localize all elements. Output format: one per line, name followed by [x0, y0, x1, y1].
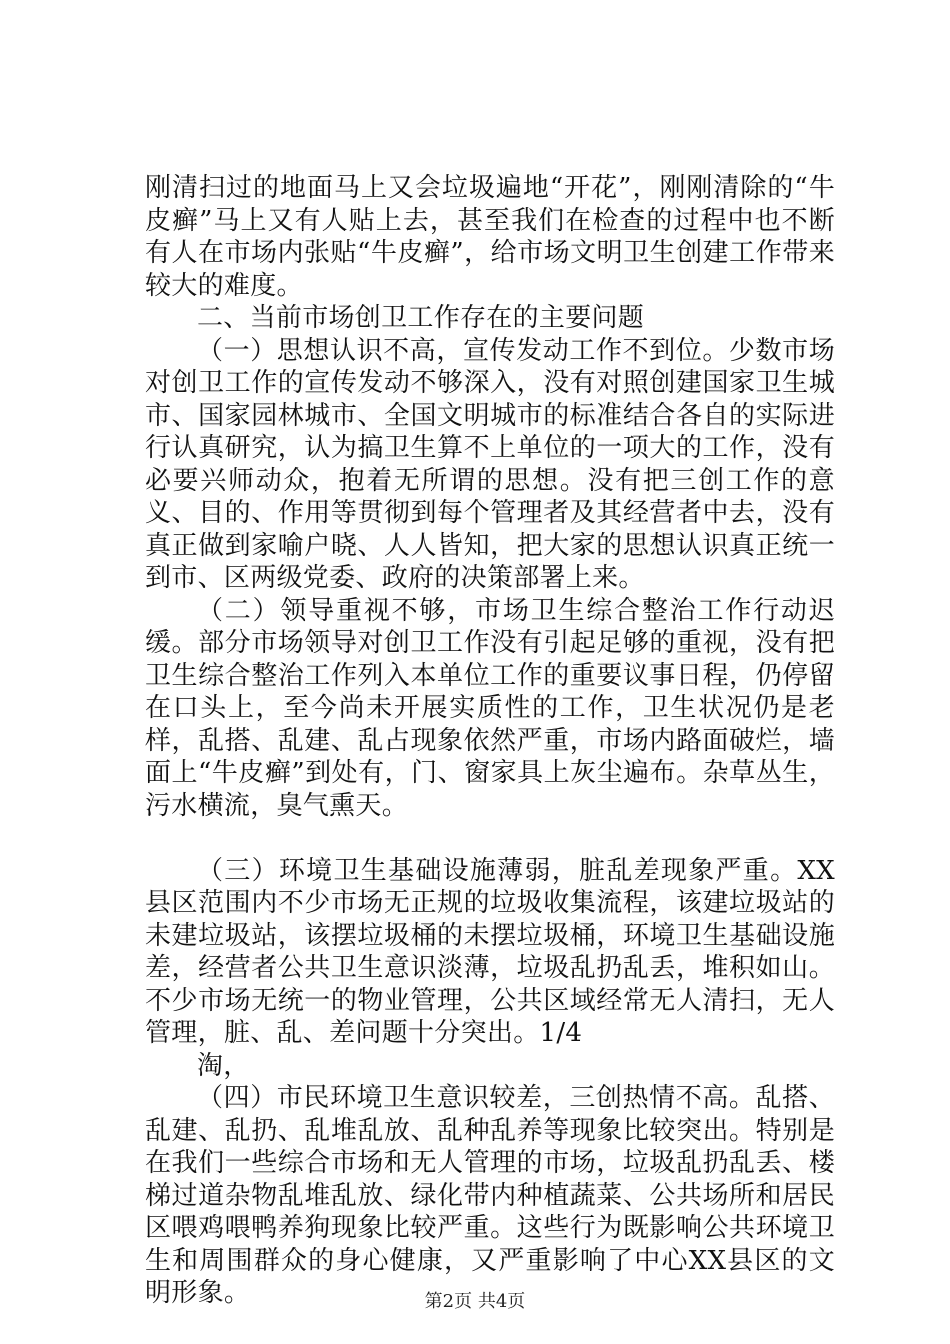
- page-footer: 第2页 共4页: [424, 1291, 526, 1312]
- paragraph-item-3: （三）环境卫生基础设施薄弱，脏乱差现象严重。XX县区范围内不少市场无正规的垃圾收集流程，该建垃圾站的未建垃圾站，该摆垃圾桶的未摆垃圾桶，环境卫生基础设施差，经营者公共卫生意识淡薄，垃圾乱扔乱丢，堆积如山。不少市场无统一的物业管理，公共区域经常无人清扫，无人管理，脏、乱、差问题十分突出。1/4: [145, 855, 835, 1048]
- blank-line: [145, 822, 835, 855]
- paragraph-continuation: 刚清扫过的地面马上又会垃圾遍地“开花”，刚刚清除的“牛皮癣”马上又有人贴上去，甚至我们在检查的过程中也不断有人在市场内张贴“牛皮癣”，给市场文明卫生创建工作带来较大的难度。: [145, 173, 835, 301]
- stray-text-line: 淘，: [197, 1050, 250, 1081]
- paragraph-item-4: （四）市民环境卫生意识较差，三创热情不高。乱搭、乱建、乱扔、乱堆乱放、乱种乱养等现象比较突出。特别是在我们一些综合市场和无人管理的市场，垃圾乱扔乱丢、楼梯过道杂物乱堆乱放、绿化带内种植蔬菜、公共场所和居民区喂鸡喂鸭养狗现象比较严重。这些行为既影响公共环境卫生和周围群众的身心健康，又严重影响了中心XX县区的文明形象。: [145, 1083, 835, 1308]
- paragraph-item-2: （二）领导重视不够，市场卫生综合整治工作行动迟缓。部分市场领导对创卫工作没有引起足够的重视，没有把卫生综合整治工作列入本单位工作的重要议事日程，仍停留在口头上，至今尚未开展实质性的工作，卫生状况仍是老样，乱搭、乱建、乱占现象依然严重，市场内路面破烂，墙面上“牛皮癣”到处有，门、窗家具上灰尘遍布。杂草丛生，污水横流，臭气熏天。: [145, 595, 835, 821]
- document-body: [145, 172, 835, 1310]
- section-heading: 二、当前市场创卫工作存在的主要问题: [197, 303, 645, 333]
- paragraph-item-1: （一）思想认识不高，宣传发动工作不到位。少数市场对创卫工作的宣传发动不够深入，没有对照创建国家卫生城市、国家园林城市、全国文明城市的标准结合各自的实际进行认真研究，认为搞卫生算不上单位的一项大的工作，没有必要兴师动众，抱着无所谓的思想。没有把三创工作的意义、目的、作用等贯彻到每个管理者及其经营者中去，没有真正做到家喻户晓、人人皆知，把大家的思想认识真正统一到市、区两级党委、政府的决策部署上来。: [145, 335, 835, 593]
